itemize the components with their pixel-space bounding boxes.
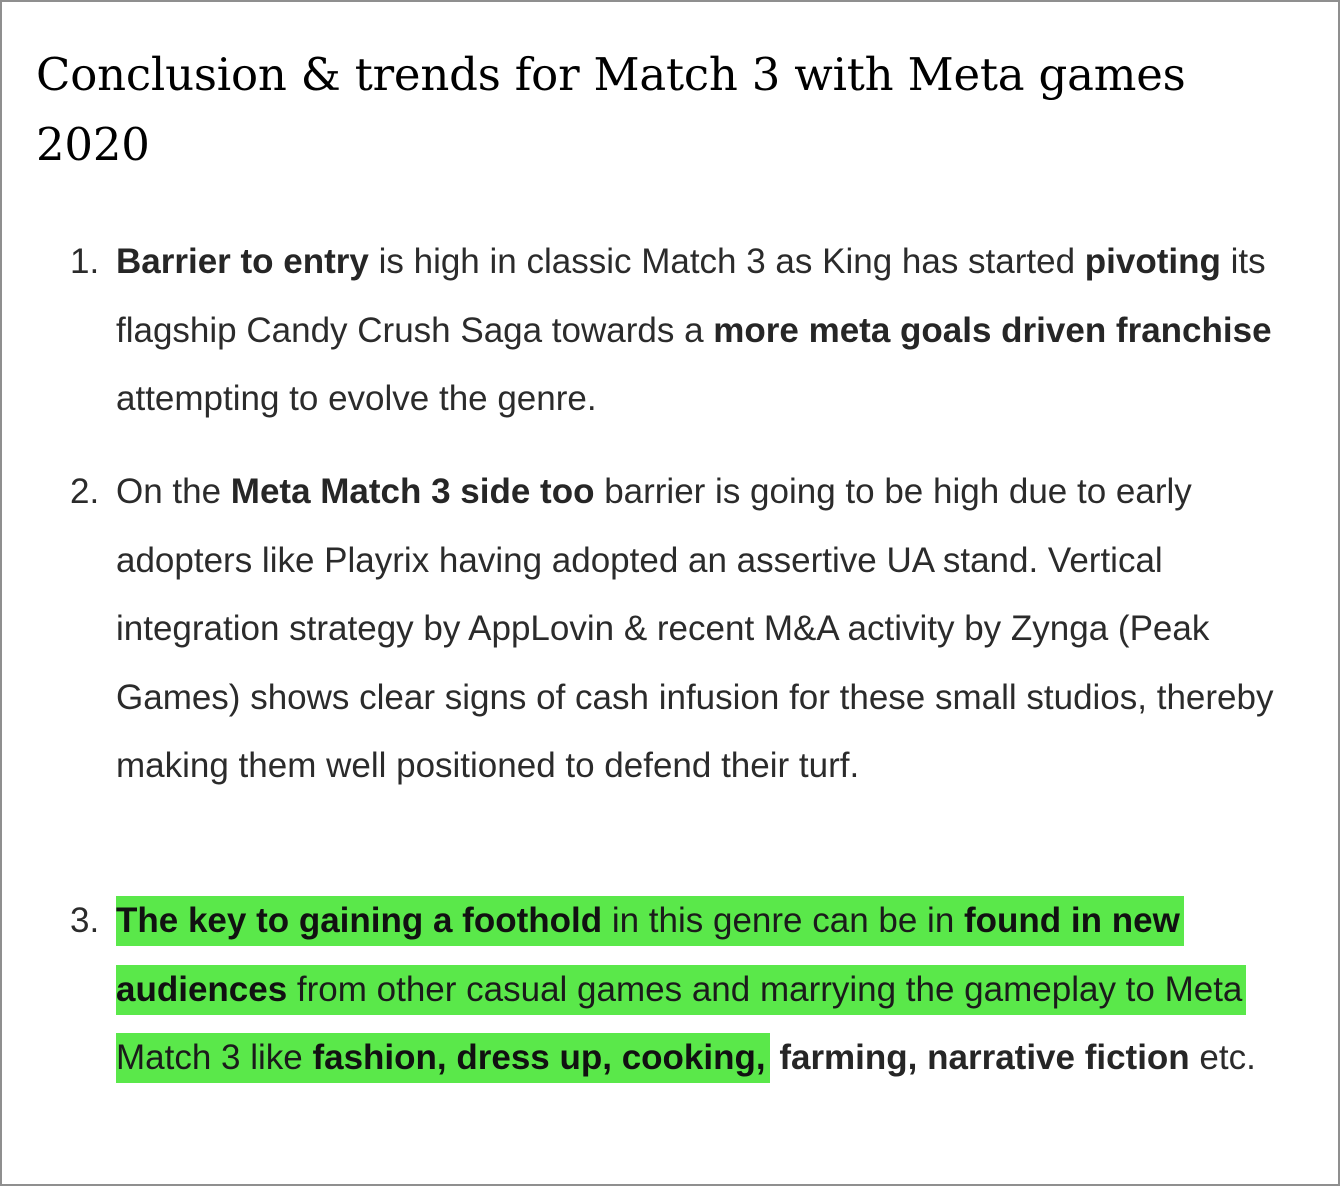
bold-phrase: Barrier to entry [116, 242, 369, 281]
list-number: 1. [70, 242, 100, 281]
text-run: its flagship Candy Crush Saga towards a [116, 242, 1266, 350]
text-run: from other casual games and marrying the gameplay to Meta Match 3 like [116, 969, 1243, 1077]
bold-phrase: more meta goals driven franchise [713, 310, 1272, 350]
text-run: barrier is going to be high due to early adopters like Playrix having adopted an assertive UA stand. Vertical integration strategy by AppLovin & recent M&A activity by Zynga (Peak Games) shows clear signs of cash infusion for these small studios, thereby making them well positioned to defend their turf. [116, 472, 1274, 785]
text-run: in this genre can be in [602, 901, 965, 940]
text-run: is high in classic Match 3 as King has started [368, 242, 1085, 281]
page-title: Conclusion & trends for Match 3 with Meta games 2020 [36, 48, 1186, 171]
bold-phrase: found in new audiences [116, 901, 1180, 1009]
bold-phrase: pivoting [1084, 242, 1221, 281]
list-item-text [116, 228, 1316, 434]
bold-phrase: fashion, dress up, cooking, [312, 1038, 766, 1077]
bold-phrase: farming, narrative fiction [769, 1038, 1190, 1077]
text-run: On the [116, 472, 231, 511]
bold-phrase: The key to gaining a foothold [116, 901, 603, 940]
text-run: attempting to evolve the genre. [116, 379, 597, 418]
list-number: 2. [70, 472, 100, 511]
list-item-text [116, 458, 1316, 801]
bold-phrase: Meta Match 3 side too [230, 472, 595, 511]
list-number: 3. [70, 901, 100, 940]
text-run: etc. [1189, 1038, 1256, 1077]
list-item-text [116, 887, 1266, 1093]
